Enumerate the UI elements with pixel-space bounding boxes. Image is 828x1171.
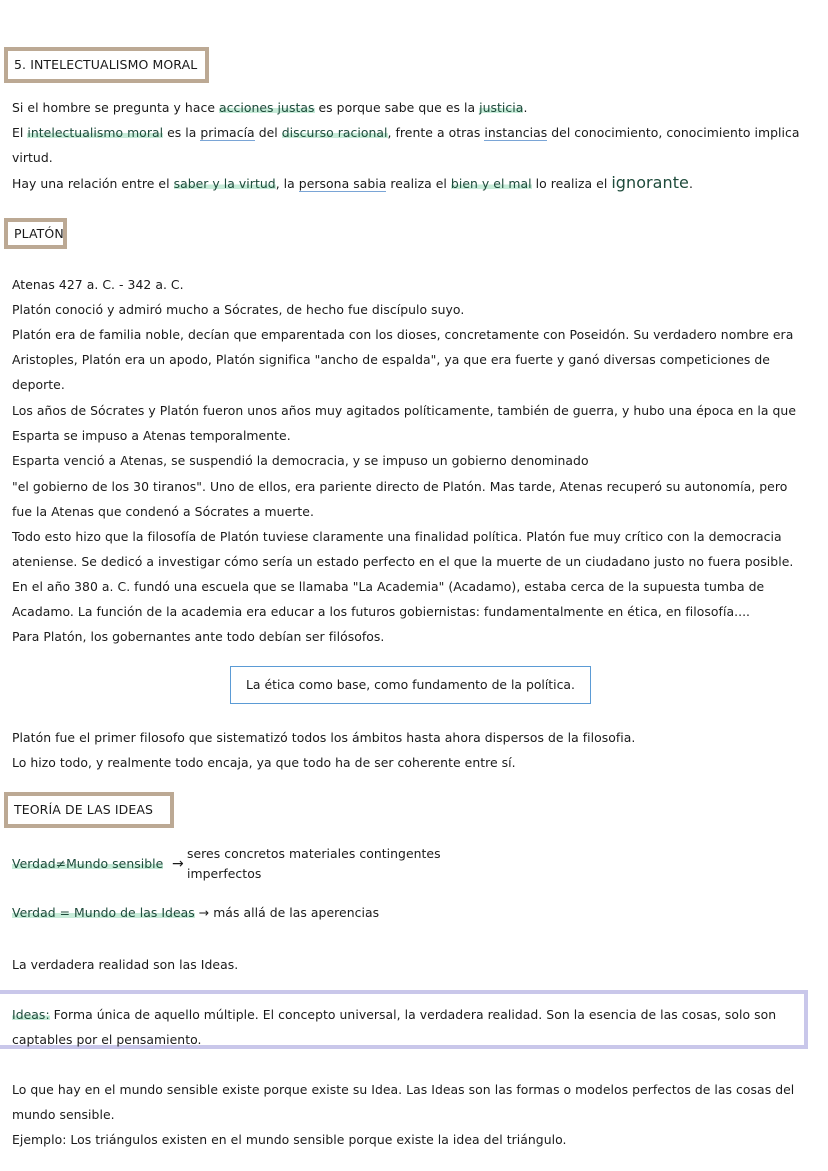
quote-text: La ética como base, como fundamento de la política.: [246, 677, 575, 692]
paragraph-line: deporte.: [12, 377, 65, 392]
paragraph-line: Para Platón, los gobernantes ante todo debían ser filósofos.: [12, 629, 385, 644]
text: → más allá de las aperencias: [194, 905, 380, 920]
text: Si el hombre se pregunta y hace: [12, 100, 219, 115]
text: es la: [163, 125, 201, 140]
highlight: bien y el mal: [450, 176, 532, 191]
underlined-text: persona sabia: [298, 176, 387, 191]
arrow-icon: →: [172, 856, 184, 872]
highlight: justicia: [479, 100, 524, 115]
paragraph-line: Los años de Sócrates y Platón fueron unos años muy agitados políticamente, también de guerra, y hubo una época en la que: [12, 403, 796, 418]
highlight: discurso racional: [281, 125, 388, 140]
text: realiza el: [386, 176, 451, 191]
paragraph-line: [12, 99, 527, 117]
text: es porque sabe que es la: [314, 100, 480, 115]
highlight: saber y la virtud: [173, 176, 276, 191]
highlight: acciones justas: [218, 100, 315, 115]
verdad-sensible-line: [12, 855, 163, 873]
heading-text: 5. INTELECTUALISMO MORAL: [14, 57, 198, 72]
section-heading-teoria: [4, 792, 174, 828]
paragraph-line: virtud.: [12, 150, 53, 165]
paragraph-line: fue la Atenas que condenó a Sócrates a muerte.: [12, 504, 314, 519]
paragraph-line: Aristoples, Platón era un apodo, Platón significa "ancho de espalda", ya que era fuerte y ganó diversas competiciones de: [12, 352, 770, 367]
sensible-description-line-1: seres concretos materiales contingentes: [187, 846, 441, 861]
verdad-ideas-line: [12, 904, 379, 922]
heading-text: PLATÓN: [14, 226, 64, 241]
paragraph-line: Ejemplo: Los triángulos existen en el mundo sensible porque existe la idea del triángulo.: [12, 1132, 567, 1147]
text: El: [12, 125, 28, 140]
section-heading-platon: [4, 218, 67, 249]
paragraph-line: Lo que hay en el mundo sensible existe porque existe su Idea. Las Ideas son las formas o modelos perfectos de las cosas del: [12, 1082, 795, 1097]
section-heading-intelectualismo: [4, 47, 209, 83]
paragraph-line: [12, 174, 693, 193]
highlight: Verdad = Mundo de las Ideas: [12, 905, 195, 920]
paragraph-line: Platón conoció y admiró mucho a Sócrates, de hecho fue discípulo suyo.: [12, 302, 465, 317]
text: Hay una relación entre el: [12, 176, 174, 191]
text: .: [688, 176, 693, 191]
text: , la: [275, 176, 299, 191]
text: lo realiza el: [531, 176, 612, 191]
paragraph-line: Esparta venció a Atenas, se suspendió la democracia, y se impuso un gobierno denominado: [12, 453, 589, 468]
ideas-definition-line: [12, 1006, 776, 1024]
paragraph-line: ateniense. Se dedicó a investigar cómo sería un estado perfecto en el que la muerte de un ciudadano justo no fuera posible.: [12, 554, 794, 569]
text: , frente a otras: [387, 125, 485, 140]
paragraph-line: Todo esto hizo que la filosofía de Platón tuviese claramente una finalidad política. Platón fue muy crítico con la democracia: [12, 529, 782, 544]
text: del conocimiento, conocimiento implica: [547, 125, 800, 140]
paragraph-line: Acadamo. La función de la academia era educar a los futuros gobiernistas: fundamentalmente en ética, en filosofía....: [12, 604, 751, 619]
paragraph-line: Esparta se impuso a Atenas temporalmente.: [12, 428, 291, 443]
highlight: Verdad≠Mundo sensible: [12, 856, 164, 871]
text: Forma única de aquello múltiple. El concepto universal, la verdadera realidad. Son la esencia de las cosas, solo son: [49, 1007, 777, 1022]
paragraph-line: mundo sensible.: [12, 1107, 115, 1122]
paragraph-line: Atenas 427 a. C. - 342 a. C.: [12, 277, 184, 292]
paragraph-line: "el gobierno de los 30 tiranos". Uno de ellos, era pariente directo de Platón. Mas tarde, Atenas recuperó su autonomía, pero: [12, 479, 788, 494]
paragraph-line: En el año 380 a. C. fundó una escuela que se llamaba "La Academia" (Acadamo), estaba cerca de la supuesta tumba de: [12, 579, 765, 594]
highlight: intelectualismo moral: [27, 125, 164, 140]
emphasized-text: ignorante: [611, 173, 689, 192]
text: del: [254, 125, 282, 140]
ideas-definition-line: captables por el pensamiento.: [12, 1032, 202, 1047]
heading-text: TEORÍA DE LAS IDEAS: [14, 802, 154, 817]
paragraph-line: Platón era de familia noble, decían que emparentada con los dioses, concretamente con Poseidón. Su verdadero nombre era: [12, 327, 794, 342]
paragraph-line: La verdadera realidad son las Ideas.: [12, 957, 239, 972]
text: .: [523, 100, 528, 115]
paragraph-line: [12, 124, 800, 142]
paragraph-line: Platón fue el primer filosofo que sistematizó todos los ámbitos hasta ahora dispersos de la filosofia.: [12, 730, 636, 745]
highlight: Ideas:: [12, 1007, 50, 1022]
sensible-description-line-2: imperfectos: [187, 866, 262, 881]
quote-box: [230, 666, 591, 704]
paragraph-line: Lo hizo todo, y realmente todo encaja, ya que todo ha de ser coherente entre sí.: [12, 755, 516, 770]
underlined-text: primacía: [200, 125, 255, 140]
underlined-text: instancias: [484, 125, 548, 140]
